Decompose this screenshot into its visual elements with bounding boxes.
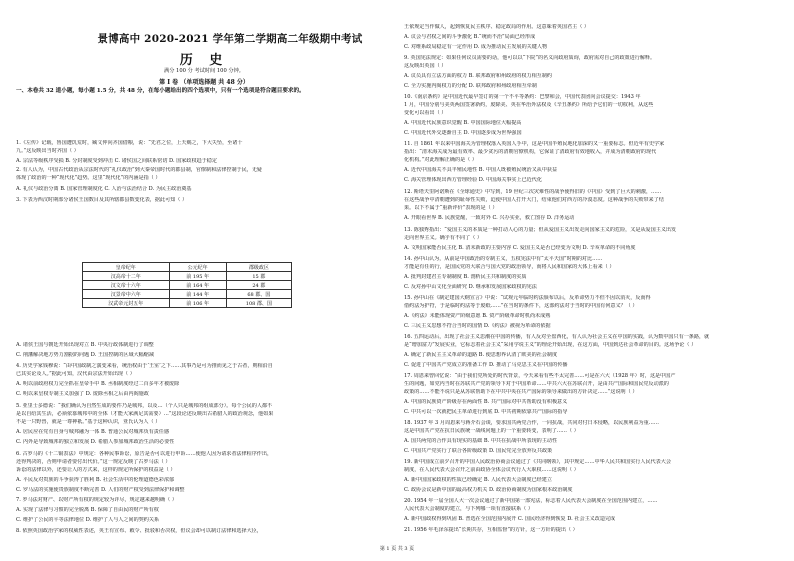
question-line: C. 全力实施内阁权力的分配 D. 联邦政府和州政府相互牵制	[404, 83, 537, 89]
question-line: 才能是有任的行，是国民党的大联合与国大党的政治领导，而将人民和国家的大体上看来（ ）	[404, 264, 615, 270]
province-count-table	[82, 262, 292, 308]
question-line: 10.《南京条约》是中国近代最早签订的第一个不平等条约：巴黎和会，中国代表团向会议提交：1943 年	[404, 94, 641, 100]
question-line: 9. 英国宪法规定：如果任何议员需要的话，他可以以“下院”的名义向政府质询，政府需对自己的政策进行解释。	[404, 55, 656, 61]
question-line: A. 议会与君权之间的斗争激化 B.“统而不治”局面已经形成	[404, 34, 536, 40]
table-cell: 前 106 年	[169, 299, 226, 308]
table-cell: 汉景帝中六年	[83, 290, 170, 299]
question-line: C. 明以来皇权专制主义加强了 D. 废除丞相之后由内阁施政	[16, 391, 149, 397]
question-line: 变化可以看出（ ）	[404, 110, 447, 116]
table-row	[83, 290, 292, 299]
table-cell: 汉武帝元封五年	[83, 299, 170, 308]
question-line: 18. 1937 年 3 月周恩来与蒋介石会谈，要求国共两党合作，一同抗战，共同对付日本侵略，以民族利益为重……	[404, 420, 659, 426]
question-line: C. 中国共产党实行了联合各阶级政策 D. 国民党完全放弃反共政策	[404, 448, 553, 454]
question-line: 13. 陈独秀指出：“爱国主义的本质是一种打动人心的力量；但从爱国主义出发走向国家主义的危险，又是从爱国主义出发	[404, 227, 677, 233]
question-line: 人民代表大会制度的建立，与下列哪一项有直接联系（ ）	[404, 506, 533, 512]
question-line: 是“增加富力”发展实业，它标志着社会主义“采用学说主义”的理论开始出现，在这方面，中国到达社会革命的目的。这场争论（ ）	[404, 342, 697, 348]
table-cell: 前 144 年	[169, 290, 226, 299]
question-line: 政策的……不能不说只是从苏联帮助下在中共中央在共产国际的领导来做出的方针决定……”这说明（ ）	[404, 389, 638, 395]
question-line: 果。以下不属于“重新评价”表现的是（ ）	[404, 205, 498, 211]
question-line: 4. 历史学家钱穆说：“由中国政制之演变来看，统治权由于‘王室’之下……其事乃是可为推而见之于古者，则相沿自	[16, 363, 273, 369]
table-cell: 68 郡、国	[226, 290, 291, 299]
question-line: 6. 古罗马的《十二铜表法》中规定：各种民事诉讼，原告是否可以进行申诉……使他人因为请求者法律程序作出，	[16, 451, 273, 457]
question-line: 走向世界主义。确乎有不同了（ ）	[404, 235, 483, 241]
table-header-cell: 郡级政区	[226, 263, 291, 272]
question-line: A. 中国近代民族意识觉醒 B. 中国国际地位大幅提高	[404, 120, 522, 126]
question-line: A. 新中国政权得到巩固 B. 普选在全国范围内展开 C. 国民经济得到恢复 D. 社会主义改造完成	[404, 516, 616, 522]
question-line: 12. 斯塔夫里阿诺斯在《全球通史》中写到，19 世纪三次灾难性的战争使得旧的《中国》受到了巨大的刺激，……	[404, 189, 662, 195]
question-line: C. 政协会议是新中国的最高权力机关 D. 政治协商制度为国家根本政治制度	[404, 487, 573, 493]
question-line: A. 明以前政府权力完全抓在皇帝手中 B. 丞相制度经过二百多年才被废除	[16, 381, 180, 387]
page-footer: 第 1 页 共 3 页	[379, 546, 415, 552]
question-line: C. 海关管理体现出西方管理经验 D. 中国海关事实上已近代化	[404, 177, 542, 183]
question-line: C. 罗马法的实施使贵族制度不断完善 D. 人们的财产权受到法律保护和调整	[16, 487, 185, 493]
question-line: 这反映出英国（ ）	[404, 63, 447, 69]
exam-meta: 满分 100 分 考试时间 100 分钟。	[164, 68, 244, 74]
table-header-cell: 皇帝纪年	[83, 263, 170, 272]
question-line: 诉讼的法律以外，还要让人的方式来，这样的规定所保护的权益是（ ）	[16, 467, 176, 473]
question-line: A. 平民反对贵族的斗争获得了胜利 B. 社会生活中的伦理道德色彩浓郁	[16, 477, 175, 483]
question-line: 制度，在人民代表大会召开之前由政协全体会议代行人大职权……这说明（ ）	[404, 467, 579, 473]
table-header-cell: 公元纪年	[169, 263, 226, 272]
question-line: A. 宗法等级秩序受损 B. 分封制度受到冲击 C. 诸侯国之间联系密切 D. 国家政权趋于稳定	[16, 158, 217, 164]
question-line: A. 实现了法律与习惯的完全脱离 B. 保障了自由民的财产所有权	[16, 507, 159, 513]
question-line: 体现了政治的一种“现代化”趋势。这里“现代化”的内涵是指（ ）	[16, 175, 161, 181]
question-line: 生的问题，如党内当时在苏联共产党的领导下对于中国革命……中共六大在苏联召开，是由共产国际和国民党反动派的	[404, 381, 669, 387]
question-line: 16. 五四运动后，出现了社会主义思潮在中国的传播，有人反对全盘西化，有人认为社会主义在中国的实践，认为数中国只有一条路，就	[404, 334, 710, 340]
question-line: A. 确定了新民主主义革命的道路 B. 使思想界认清了欧美的社会制度	[404, 352, 558, 358]
question-line: A. 开眼看世界 B. 民族觉醒，一致对外 C. 兴办实业，救亡图存 D. 洋务运动	[404, 215, 575, 221]
question-line: C. 内外是导致城邦的独立和发展 D. 希腊人参加城邦政治生活的必要性	[16, 439, 175, 445]
question-line: 指出：“清末海关成为最有效率、最少贪污的清朝官僚机构，它保证了清政府有效地收入，并成为清朝政府的现代	[404, 149, 657, 155]
question-line: C. 维护了公民的平等法律地位 D. 维护了人与人之间的契约关系	[16, 517, 160, 523]
question-line: A. 新中国国家政权的性质已经确定 B. 人民代表大会制度已经建立	[404, 477, 552, 483]
question-line: C. 削藩解决地方势力割据的问题 D. 王国控制的区域大幅缩减	[16, 352, 154, 358]
table-row	[83, 272, 292, 281]
table-cell: 15 郡	[226, 272, 291, 281]
table-row	[83, 299, 292, 308]
question-line: 19. 新中国成立前夕召开的中国人民政治协商会议通过了《共同纲领》，其中规定……中华人民共和国实行人民代表大会	[404, 459, 671, 465]
question-line: A. 诸侯王国与朝廷开始出现对立 B. 中央行政体制进行了调整	[16, 342, 154, 348]
question-line: 在这些战争中清朝遭到的耻辱性失败，迫使中国人打开大门，结束他们对西方的冷漠态度。这种战争的失败带来了结	[404, 197, 664, 203]
question-line: C. 促进了中国共产党成立的准备工作 D. 推动了马克思主义在中国的传播	[404, 362, 568, 368]
question-line: 还得判决的，否则申请者要付出代价。”这一规定反映了古罗马法（ ）	[16, 459, 171, 465]
question-line: 化机构。”对此理解正确的是（ ）	[404, 157, 477, 163]
table-header-row	[83, 263, 292, 272]
subject-title: 历 史	[179, 53, 229, 68]
question-line: 21. 1956 年毛泽东提出“长期共存，互相监督”的方针，这一方针的提出（ ）	[404, 527, 578, 533]
instruction: 一、本卷共 32 道小题，每小题 1.5 分，共 48 分，在每小题给出的四个选项中，只有一个选项是符合题目要求的。	[16, 88, 305, 94]
table-cell: 108 郡、国	[226, 299, 291, 308]
question-line: 1 月，中国分别与美英两国签署新约，废除美、英在华治外法权及《辛丑条约》所给予它们的一切权利，从这些	[404, 102, 654, 108]
question-line: C. 三民主义思想不符合当时的国情 D.《约法》被视为革命的依据	[404, 323, 551, 329]
question-line: C. 中共可以一次就把民主革命进行到底 D. 中共初期依靠共产国际的指导	[404, 409, 568, 415]
question-line: C. 反对孙中山文化全面研究 D. 继承和发展国家政权的宪法	[404, 284, 537, 290]
question-line: A. 批判封建君主专制制度 B. 剖析民主共和制度的实质	[404, 274, 527, 280]
question-line: A. 文明国家能否民主化 B. 清末新政的主要内容 C. 爱国主义是否已经变为文明 D. 辛亥革命的不同角度	[404, 245, 636, 251]
question-line: 是以自给其生活，必须依靠城邦中的全体（才能大家满足其需要）…”这段论述反映出古希腊人的政治观念，他如果	[16, 411, 274, 417]
question-line: 3. 下表为西汉时期部分诸侯王国数目及其所辖郡县数变化表，据此可知（ ）	[16, 197, 188, 203]
table-cell: 前 195 年	[169, 272, 226, 281]
question-line: A. 国共两党的合作具有现实的基础 B. 中共在抗战中所表现的主动性	[404, 438, 558, 444]
question-line: A. 居民应在党有自身与城邦融为一体 B. 普通公民对城邦负有责任感	[16, 429, 170, 435]
question-line: C. 对维系政局稳定有一定作用 D. 成为推动民主发展的关键人物	[404, 44, 548, 50]
table-cell: 汉文帝十六年	[83, 281, 170, 290]
question-line: 5. 亚里士多德说：“我们确认为自然生成的要件乃是城邦，以及…（个人只是城邦的组成部分）。每个公民的人都不	[16, 403, 273, 409]
table-row	[83, 281, 292, 290]
question-line: A. 礼仪与政治分离 B. 国家管理制度化 C. 人治与法治结合 D. 为民主政治奠基	[16, 186, 192, 192]
exam-title: 景博高中 2020-2021 学年第二学期高二年级期中考试	[97, 33, 363, 45]
part-heading: 第 I 卷 （单项选择题 共 48 分）	[159, 79, 249, 86]
table-cell: 前 164 年	[169, 281, 226, 290]
question-line: 九。”这反映出当时齐国（ ）	[16, 148, 79, 154]
question-line: A.《约法》未能体现资产阶级意愿 B. 资产阶级革命时机尚未成熟	[404, 313, 551, 319]
question-line: 已其实论及人。”据此可知，汉代由宗法开始出现（ ）	[16, 371, 135, 377]
question-line: 14. 孙中山认为，从前是中国政治的专制主义，五权宪法中有“太平天国”时期的对比……	[404, 256, 603, 262]
question-line: 这是中国共产党在抗日民族统一战线问题上的一个重要转变，表明了……（ ）	[404, 428, 579, 434]
question-line: 7. 罗马法对财产、以财产所有权的规定较为详尽，规定越来越明确（ ）	[16, 497, 177, 503]
question-line: 17. 周恩来曾回忆说：“由于我们党所处的时代背景，今天来看有些不太完善……可是在六大（1928 年）时，这是中国产	[404, 373, 676, 379]
question-line: C. 中国近代外交逐渐自主 D. 中国逐步成为世界强国	[404, 130, 522, 136]
table-cell: 24 郡	[226, 281, 291, 290]
question-line: 不是一只野兽，就是一尊神祇。”基于这种认识，亚氏认为人（ ）	[16, 419, 161, 425]
question-line: 15. 孙中山在《制定建国大纲宣言》中说：“试观元年临时约法颁布以后，反革命势力不但不因以消灭，反而得	[404, 295, 651, 301]
question-line: 2. 有人认为，中国古代政治从宗法时代的“礼仪政治”到大秦帝国时代的郡县制，官僚制和法律控制于民，无疑	[16, 167, 263, 173]
question-line: 借约法为护符，于是临时约法等于废纸……”在当时的条件下，这部约法对于当时的中国有何意义？（ ）	[404, 303, 638, 309]
question-line: A. 议员具有立法方面的权力 B. 联邦政府和州政府的权力相互制约	[404, 73, 552, 79]
question-line: 11. 自 1861 年以来中国海关为管理权落入英国人手中，这是中国半殖民地化加深的又一重要标志。但近年有史学家	[404, 141, 665, 147]
table-cell: 汉高帝十二年	[83, 272, 170, 281]
question-line: 1.《左传》记载，鲁国遭饥荒时，臧文仲向齐国借粮，说：“先君之位，上天赐之，下大失坠，至诸十	[16, 140, 243, 146]
question-line: 王依规定当作做人，起到恢复民主秩序、稳定政局的作用。这意味着英国君主（ ）	[404, 24, 589, 30]
question-line: A. 中国的民族资产阶级存在两面性 B. 共产国际对中共帮助没有积极意义	[404, 399, 568, 405]
question-line: A. 近代中国海关不具半殖民地性 B. 中国人既被殖民统治又从中获益	[404, 167, 558, 173]
question-line: 20. 1954 年一届全国人大一次会议通过了新中国第一部宪法，标志着人民代表大会制度在全国范围内建立，……	[404, 498, 658, 504]
question-line: 8. 依照英国政治学家的权威性表述，英王有宣布、敕令、批驳和否决权，但议会却可以制订法律和选择大臣，	[16, 528, 262, 534]
